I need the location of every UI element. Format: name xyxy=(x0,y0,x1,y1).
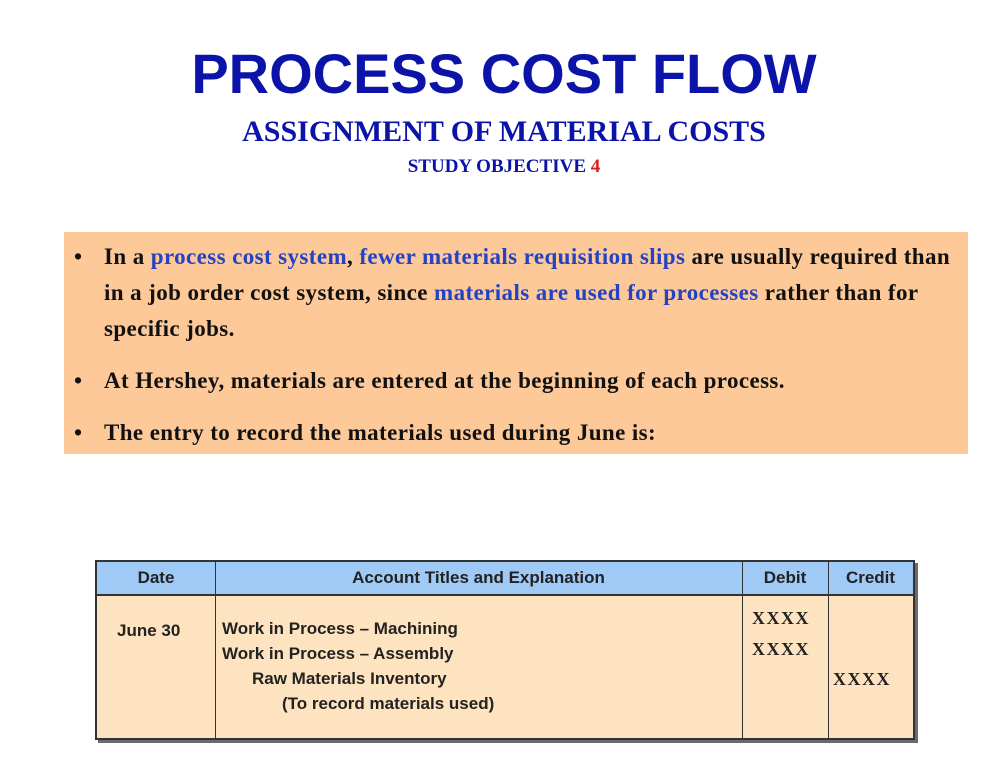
account-header: Account Titles and Explanation xyxy=(352,568,605,587)
bullet-dot: • xyxy=(74,420,83,445)
study-objective-label: STUDY OBJECTIVE xyxy=(407,156,586,177)
bullet-1-highlight-process-cost-system: process cost system xyxy=(150,244,347,269)
bullet-item-2 xyxy=(74,363,956,399)
journal-entry-table xyxy=(95,560,915,740)
bullet-3-text: The entry to record the materials used during June is: xyxy=(104,420,657,445)
bullet-1-text: In a xyxy=(104,244,151,269)
debit-amount-assembly: XXXX xyxy=(752,639,810,659)
account-column xyxy=(215,562,743,738)
bullet-1-highlight-fewer-slips: fewer materials requisition slips xyxy=(359,244,686,269)
bullet-dot: • xyxy=(74,244,83,269)
study-objective xyxy=(0,155,1008,179)
bullet-1-highlight-materials-used: materials are used for processes xyxy=(434,280,759,305)
bullet-callout-box xyxy=(64,232,968,454)
bullet-1-text: , xyxy=(347,244,360,269)
credit-amount-raw-materials: XXXX xyxy=(833,669,891,689)
debit-column xyxy=(742,562,829,738)
bullet-item-3 xyxy=(74,415,956,451)
account-line-raw-materials: Raw Materials Inventory xyxy=(252,669,447,688)
debit-amount-machining: XXXX xyxy=(752,608,810,628)
study-objective-number: 4 xyxy=(590,156,601,177)
bullet-1-text: rather than for specific jobs. xyxy=(104,280,919,341)
page-subtitle: ASSIGNMENT OF MATERIAL COSTS xyxy=(242,115,766,148)
account-line-wip-machining: Work in Process – Machining xyxy=(222,619,458,638)
bullet-item-1 xyxy=(74,239,956,347)
credit-header: Credit xyxy=(845,568,896,587)
date-column xyxy=(97,562,216,738)
page-title: PROCESS COST FLOW xyxy=(191,42,817,105)
debit-header: Debit xyxy=(763,568,807,587)
date-header: Date xyxy=(137,568,175,587)
entry-date: June 30 xyxy=(117,621,181,640)
bullet-dot: • xyxy=(74,368,83,393)
account-line-wip-assembly: Work in Process – Assembly xyxy=(222,644,454,663)
bullet-1-text: are usually required than in a job order cost system, since xyxy=(104,244,951,305)
entry-explanation: (To record materials used) xyxy=(282,694,495,713)
credit-column xyxy=(828,562,913,738)
bullet-2-text: At Hershey, materials are entered at the beginning of each process. xyxy=(104,368,785,393)
